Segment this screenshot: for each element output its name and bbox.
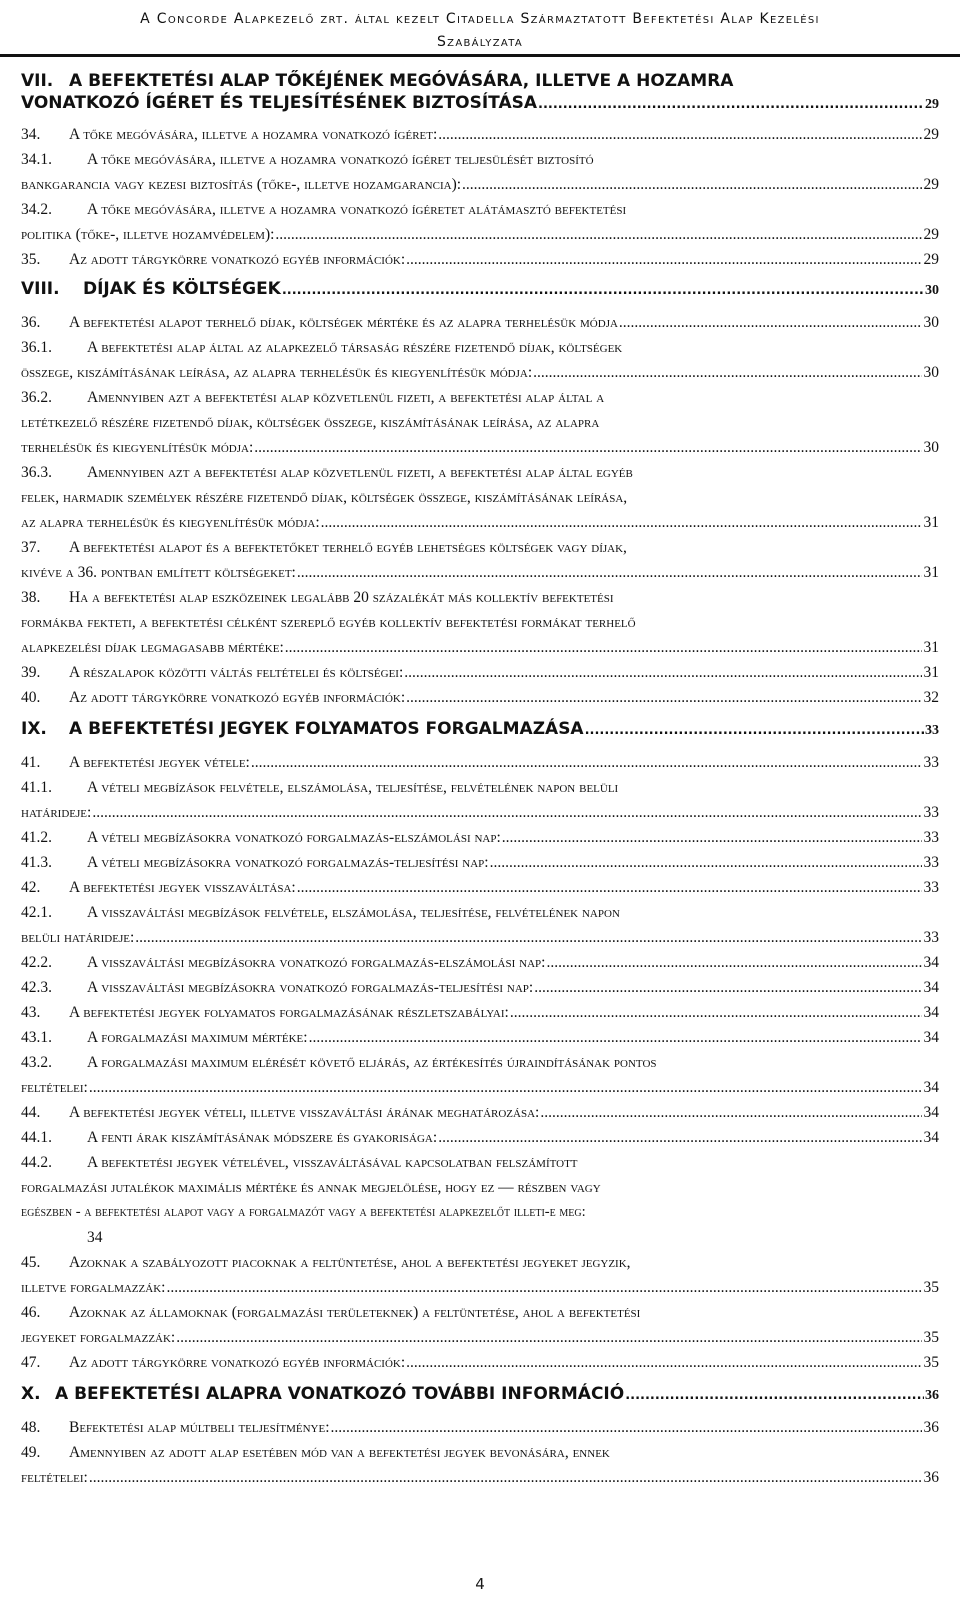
page-ref: 29 — [923, 226, 939, 243]
toc-entry[interactable] — [21, 1125, 939, 1150]
entry-title: A befektetési jegyek vétele: — [69, 754, 250, 771]
entry-number: 40. — [21, 689, 41, 706]
toc-entry[interactable] — [21, 750, 939, 775]
entry-title: Az adott tárgykörre vonatkozó egyéb információk: — [69, 689, 406, 706]
entry-title: A befektetési alapot és a befektetőket terhelő egyéb lehetséges költségek vagy díjak, — [69, 539, 627, 556]
entry-number: 43.1. — [21, 1029, 52, 1046]
entry-title: A tőke megóvására, illetve a hozamra vonatkozó ígéret teljesülését biztosító — [87, 151, 594, 168]
running-header-line: A Concorde Alapkezelő zrt. által kezelt Citadella Származtatott Befektetési Alap Kezelési — [140, 11, 820, 27]
toc-entry[interactable] — [21, 1300, 939, 1350]
entry-title: belüli határideje: — [21, 929, 135, 946]
entry-title: A vételi megbízások felvétele, elszámolása, teljesítése, felvételének napon belüli — [87, 779, 619, 796]
toc-entry[interactable] — [21, 385, 939, 460]
entry-title: letétkezelő részére fizetendő díjak, költségek összege, kiszámításának leírása, az alapra — [21, 414, 600, 431]
entry-title: A vételi megbízásokra vonatkozó forgalmazás-teljesítési nap: — [87, 854, 489, 871]
entry-number: 43.2. — [21, 1054, 52, 1071]
entry-title: A visszaváltási megbízásokra vonatkozó forgalmazás-elszámolási nap: — [87, 954, 546, 971]
entry-number: 47. — [21, 1354, 41, 1371]
toc-entry[interactable] — [21, 825, 939, 850]
entry-number: 34.1. — [21, 151, 52, 168]
toc-entry[interactable] — [21, 950, 939, 975]
entry-title: határideje: — [21, 804, 92, 821]
page-number: 4 — [475, 1575, 485, 1593]
toc-entry[interactable] — [21, 535, 939, 585]
toc-entry[interactable] — [21, 1100, 939, 1125]
entry-title: Azoknak az államoknak (forgalmazási területeknek) a feltüntetése, ahol a befektetési — [69, 1304, 641, 1321]
page-ref: 30 — [923, 314, 939, 331]
page-ref: 33 — [923, 854, 939, 871]
page-ref: 31 — [923, 564, 939, 581]
entry-title: Ha a befektetési alap eszközeinek legalább 20 százalékát más kollektív befektetési — [69, 589, 614, 606]
entry-title: politika (tőke-, illetve hozamvédelem): — [21, 226, 275, 243]
toc-entry[interactable] — [21, 1250, 939, 1300]
entry-number: 34. — [21, 126, 41, 143]
toc-entry[interactable] — [21, 685, 939, 710]
entry-title: A forgalmazási maximum elérését követő eljárás, az értékesítés újraindításának pontos — [87, 1054, 657, 1071]
entry-title: A vételi megbízásokra vonatkozó forgalmazás-elszámolási nap: — [87, 829, 501, 846]
toc-entry[interactable] — [21, 310, 939, 335]
entry-title: A forgalmazási maximum mértéke: — [87, 1029, 308, 1046]
page-ref: 34 — [923, 1129, 939, 1146]
page-ref: 33 — [923, 879, 939, 896]
page-ref: 33 — [923, 929, 939, 946]
entry-title: Az adott tárgykörre vonatkozó egyéb információk: — [69, 251, 406, 268]
entry-title: terhelésük és kiegyenlítésük módja: — [21, 439, 254, 456]
entry-title: alapkezelési díjak legmagasabb mértéke: — [21, 639, 284, 656]
chapter-title: A BEFEKTETÉSI ALAPRA VONATKOZÓ TOVÁBBI INFORMÁCIÓ — [55, 1384, 625, 1404]
toc-entry[interactable] — [21, 122, 939, 147]
chapter-number: IX. — [21, 719, 47, 739]
toc-entry[interactable] — [21, 1025, 939, 1050]
toc-entry[interactable] — [21, 875, 939, 900]
entry-title: A visszaváltási megbízások felvétele, elszámolása, teljesítése, felvételének napon — [87, 904, 620, 921]
toc-entry[interactable] — [21, 1350, 939, 1375]
page-ref: 33 — [925, 723, 939, 738]
entry-number: 34.2. — [21, 201, 52, 218]
entry-number: 41. — [21, 754, 41, 771]
entry-title: A befektetési jegyek vételével, visszaváltásával kapcsolatban felszámított — [87, 1154, 578, 1171]
page-ref: 30 — [925, 283, 939, 298]
page-ref: 31 — [923, 514, 939, 531]
toc-entry[interactable] — [21, 335, 939, 385]
entry-number: 46. — [21, 1304, 41, 1321]
page-ref: 34 — [923, 1104, 939, 1121]
entry-title: A befektetési jegyek folyamatos forgalmazásának részletszabályai: — [69, 1004, 509, 1021]
toc-chapter-ix[interactable] — [21, 718, 939, 742]
entry-title: az alapra terhelésük és kiegyenlítésük módja: — [21, 514, 320, 531]
chapter-title: VONATKOZÓ ÍGÉRET ÉS TELJESÍTÉSÉNEK BIZTOSÍTÁSA — [21, 93, 538, 113]
chapter-number: VIII. — [21, 279, 60, 299]
toc-entry[interactable] — [21, 850, 939, 875]
entry-number: 39. — [21, 664, 41, 681]
page-ref: 34 — [923, 979, 939, 996]
chapter-title: A BEFEKTETÉSI JEGYEK FOLYAMATOS FORGALMAZÁSA — [69, 719, 584, 739]
page-ref: 35 — [923, 1329, 939, 1346]
entry-title: A befektetési alap által az alapkezelő társaság részére fizetendő díjak, költségek — [87, 339, 623, 356]
page-ref: 32 — [923, 689, 939, 706]
toc-chapter-viii[interactable] — [21, 278, 939, 302]
chapter-title: A BEFEKTETÉSI ALAP TŐKÉJÉNEK MEGÓVÁSÁRA, ILLETVE A HOZAMRA — [69, 71, 734, 91]
toc-entry[interactable] — [21, 247, 939, 272]
entry-title: felek, harmadik személyek részére fizetendő díjak, költségek összege, kiszámításának leírása, — [21, 489, 628, 506]
entry-title: Amennyiben az adott alap esetében mód van a befektetési jegyek bevonására, ennek — [69, 1444, 610, 1461]
toc-entry[interactable] — [21, 900, 939, 950]
entry-title: Amennyiben azt a befektetési alap közvetlenül fizeti, a befektetési alap által a — [87, 389, 605, 406]
page-ref: 34 — [923, 1004, 939, 1021]
page-ref: 35 — [923, 1354, 939, 1371]
entry-title: Befektetési alap múltbeli teljesítménye: — [69, 1419, 330, 1436]
page-ref: 36 — [923, 1419, 939, 1436]
toc-entry[interactable] — [21, 1150, 939, 1250]
entry-title: A befektetési jegyek visszaváltása: — [69, 879, 296, 896]
entry-title: A befektetési jegyek vételi, illetve visszaváltási árának meghatározása: — [69, 1104, 540, 1121]
entry-number: 36.1. — [21, 339, 52, 356]
entry-number: 44.1. — [21, 1129, 52, 1146]
entry-number: 38. — [21, 589, 41, 606]
page-ref: 29 — [923, 251, 939, 268]
page-ref: 35 — [923, 1279, 939, 1296]
entry-number: 44. — [21, 1104, 41, 1121]
page-ref: 31 — [923, 639, 939, 656]
entry-title: feltételei: — [21, 1469, 88, 1486]
entry-number: 42.2. — [21, 954, 52, 971]
toc-chapter-vii[interactable] — [21, 70, 939, 116]
toc-entry[interactable] — [21, 660, 939, 685]
page-ref: 36 — [923, 1469, 939, 1486]
entry-number: 45. — [21, 1254, 41, 1271]
toc-entry[interactable] — [21, 1440, 939, 1490]
entry-title: egészben - a befektetési alapot vagy a forgalmazót vagy a befektetési alapkezelőt illeti-e meg: — [21, 1204, 586, 1220]
entry-title: Amennyiben azt a befektetési alap közvetlenül fizeti, a befektetési alap által egyéb — [87, 464, 633, 481]
entry-number: 41.3. — [21, 854, 52, 871]
chapter-number: X. — [21, 1384, 41, 1404]
page-ref: 29 — [923, 126, 939, 143]
page-ref: 33 — [923, 804, 939, 821]
entry-number: 36. — [21, 314, 41, 331]
toc-entry[interactable] — [21, 775, 939, 825]
entry-title: A tőke megóvására, illetve a hozamra vonatkozó ígéret: — [69, 126, 438, 143]
page-ref: 34 — [923, 1029, 939, 1046]
entry-number: 36.2. — [21, 389, 52, 406]
entry-number: 42.3. — [21, 979, 52, 996]
entry-number: 44.2. — [21, 1154, 52, 1171]
toc-entry[interactable] — [21, 585, 939, 660]
entry-title: forgalmazási jutalékok maximális mértéke és annak megjelölése, hogy ez — részben vagy — [21, 1179, 601, 1196]
toc-entry[interactable] — [21, 1415, 939, 1440]
page-ref: 34 — [923, 954, 939, 971]
entry-number: 49. — [21, 1444, 41, 1461]
entry-title: bankgarancia vagy kezesi biztosítás (tőke-, illetve hozamgarancia): — [21, 176, 462, 193]
page-ref: 33 — [923, 829, 939, 846]
page-ref: 29 — [925, 97, 939, 112]
entry-title: illetve forgalmazzák: — [21, 1279, 166, 1296]
entry-title: A tőke megóvására, illetve a hozamra vonatkozó ígéretet alátámasztó befektetési — [87, 201, 627, 218]
toc-entry[interactable] — [21, 1050, 939, 1100]
page-ref: 30 — [923, 439, 939, 456]
entry-title: A visszaváltási megbízásokra vonatkozó forgalmazás-teljesítési nap: — [87, 979, 534, 996]
header-rule — [0, 54, 960, 57]
toc-entry[interactable] — [21, 460, 939, 535]
chapter-number: VII. — [21, 71, 54, 91]
page-ref: 36 — [925, 1388, 939, 1403]
entry-number: 42. — [21, 879, 41, 896]
entry-number: 41.1. — [21, 779, 52, 796]
running-header-line: Szabályzata — [436, 34, 524, 50]
page-ref: 29 — [923, 176, 939, 193]
entry-number: 42.1. — [21, 904, 52, 921]
entry-number: 48. — [21, 1419, 41, 1436]
page-ref: 33 — [923, 754, 939, 771]
entry-title: kivéve a 36. pontban említett költségeket: — [21, 564, 296, 581]
page-ref: 34 — [87, 1229, 103, 1246]
entry-title: jegyeket forgalmazzák: — [21, 1329, 176, 1346]
entry-title: A befektetési alapot terhelő díjak, költségek mértéke és az alapra terhelésük módja — [69, 314, 618, 331]
page-ref: 31 — [923, 664, 939, 681]
entry-title: összege, kiszámításának leírása, az alapra terhelésük és kiegyenlítésük módja: — [21, 364, 533, 381]
table-of-contents — [21, 66, 939, 1490]
toc-chapter-x[interactable] — [21, 1383, 939, 1407]
page-ref: 34 — [923, 1079, 939, 1096]
entry-number: 36.3. — [21, 464, 52, 481]
page-ref: 30 — [923, 364, 939, 381]
entry-title: formákba fekteti, a befektetési célként szereplő egyéb kollektív befektetési formákat terhelő — [21, 614, 636, 631]
toc-entry[interactable] — [21, 197, 939, 247]
running-header — [0, 8, 960, 54]
toc-entry[interactable] — [21, 1000, 939, 1025]
entry-number: 35. — [21, 251, 41, 268]
toc-entry[interactable] — [21, 147, 939, 197]
entry-title: Az adott tárgykörre vonatkozó egyéb információk: — [69, 1354, 406, 1371]
entry-number: 41.2. — [21, 829, 52, 846]
chapter-title: DÍJAK ÉS KÖLTSÉGEK — [83, 279, 281, 299]
toc-entry[interactable] — [21, 975, 939, 1000]
entry-number: 43. — [21, 1004, 41, 1021]
entry-title: A fenti árak kiszámításának módszere és gyakorisága: — [87, 1129, 438, 1146]
entry-title: feltételei: — [21, 1079, 88, 1096]
entry-title: Azoknak a szabályozott piacoknak a feltüntetése, ahol a befektetési jegyeket jegyzik, — [69, 1254, 631, 1271]
entry-title: A részalapok közötti váltás feltételei és költségei: — [69, 664, 404, 681]
entry-number: 37. — [21, 539, 41, 556]
